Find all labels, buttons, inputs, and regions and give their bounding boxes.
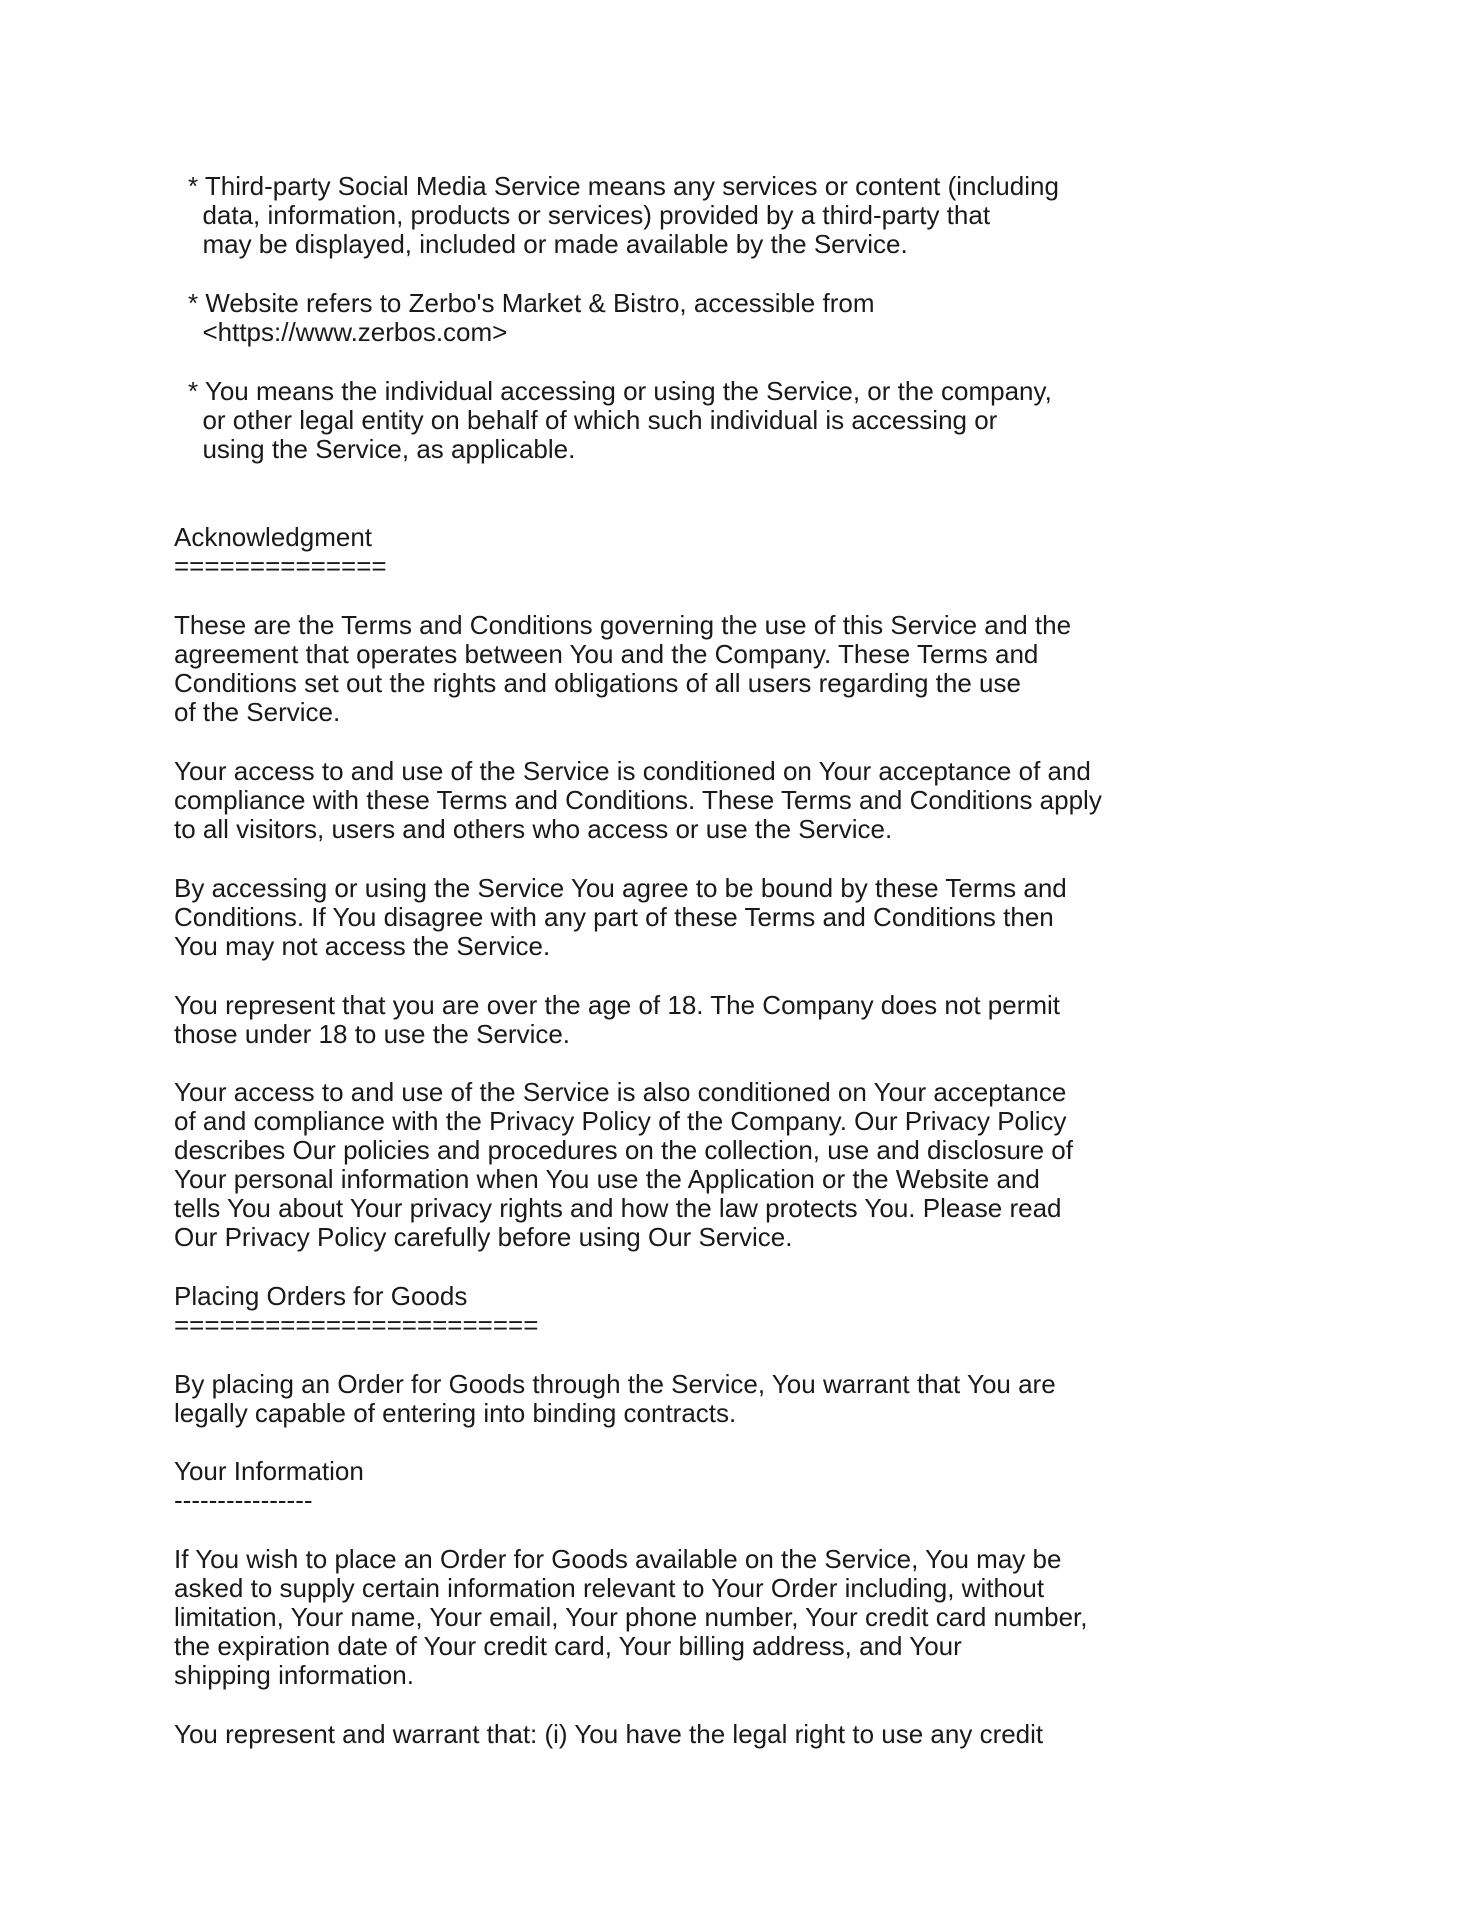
your-information-paragraph-2: You represent and warrant that: (i) You have the legal right to use any credit [174, 1719, 1044, 1749]
section-heading-acknowledgment: Acknowledgment [174, 522, 372, 552]
section-underline-placing-orders: ======================== [174, 1310, 539, 1340]
placing-orders-paragraph-1: By placing an Order for Goods through the Service, You warrant that You are legally capable of entering into binding contracts. [174, 1369, 1056, 1428]
section-heading-placing-orders: Placing Orders for Goods [174, 1281, 468, 1311]
acknowledgment-paragraph-5: Your access to and use of the Service is also conditioned on Your acceptance of and compliance with the Privacy Policy of the Company. Our Privacy Policy describes Our policies and procedures on the collection, use and disclosure of Your personal information when You use the Application or the Website and tells You about Your privacy rights and how the law protects You. Please read Our Privacy Policy carefully before using Our Service. [174, 1077, 1073, 1252]
acknowledgment-paragraph-4: You represent that you are over the age of 18. The Company does not permit those under 18 to use the Service. [174, 990, 1061, 1049]
definition-website: * Website refers to Zerbo's Market & Bistro, accessible from <https://www.zerbos.com> [188, 288, 875, 347]
definition-you: * You means the individual accessing or using the Service, or the company, or other legal entity on behalf of which such individual is accessing or using the Service, as applicable. [188, 376, 1052, 464]
acknowledgment-paragraph-1: These are the Terms and Conditions governing the use of this Service and the agreement that operates between You and the Company. These Terms and Conditions set out the rights and obligations of all users regarding the use of the Service. [174, 610, 1072, 727]
section-underline-acknowledgment: ============== [174, 551, 387, 581]
acknowledgment-paragraph-2: Your access to and use of the Service is conditioned on Your acceptance of and compliance with these Terms and Conditions. These Terms and Conditions apply to all visitors, users and others who access or use the Service. [174, 756, 1102, 844]
acknowledgment-paragraph-3: By accessing or using the Service You agree to be bound by these Terms and Conditions. If You disagree with any part of these Terms and Conditions then You may not access the Service. [174, 873, 1067, 961]
definition-social-media: * Third-party Social Media Service means any services or content (including data, information, products or services) provided by a third-party that may be displayed, included or made available by the Service. [188, 171, 1059, 259]
section-heading-your-information: Your Information [174, 1456, 364, 1486]
section-underline-your-information: ---------------- [174, 1485, 313, 1515]
your-information-paragraph-1: If You wish to place an Order for Goods available on the Service, You may be asked to supply certain information relevant to Your Order including, without limitation, Your name, Your email, Your phone number, Your credit card number, the expiration date of Your credit card, Your billing address, and Your shipping information. [174, 1544, 1088, 1690]
